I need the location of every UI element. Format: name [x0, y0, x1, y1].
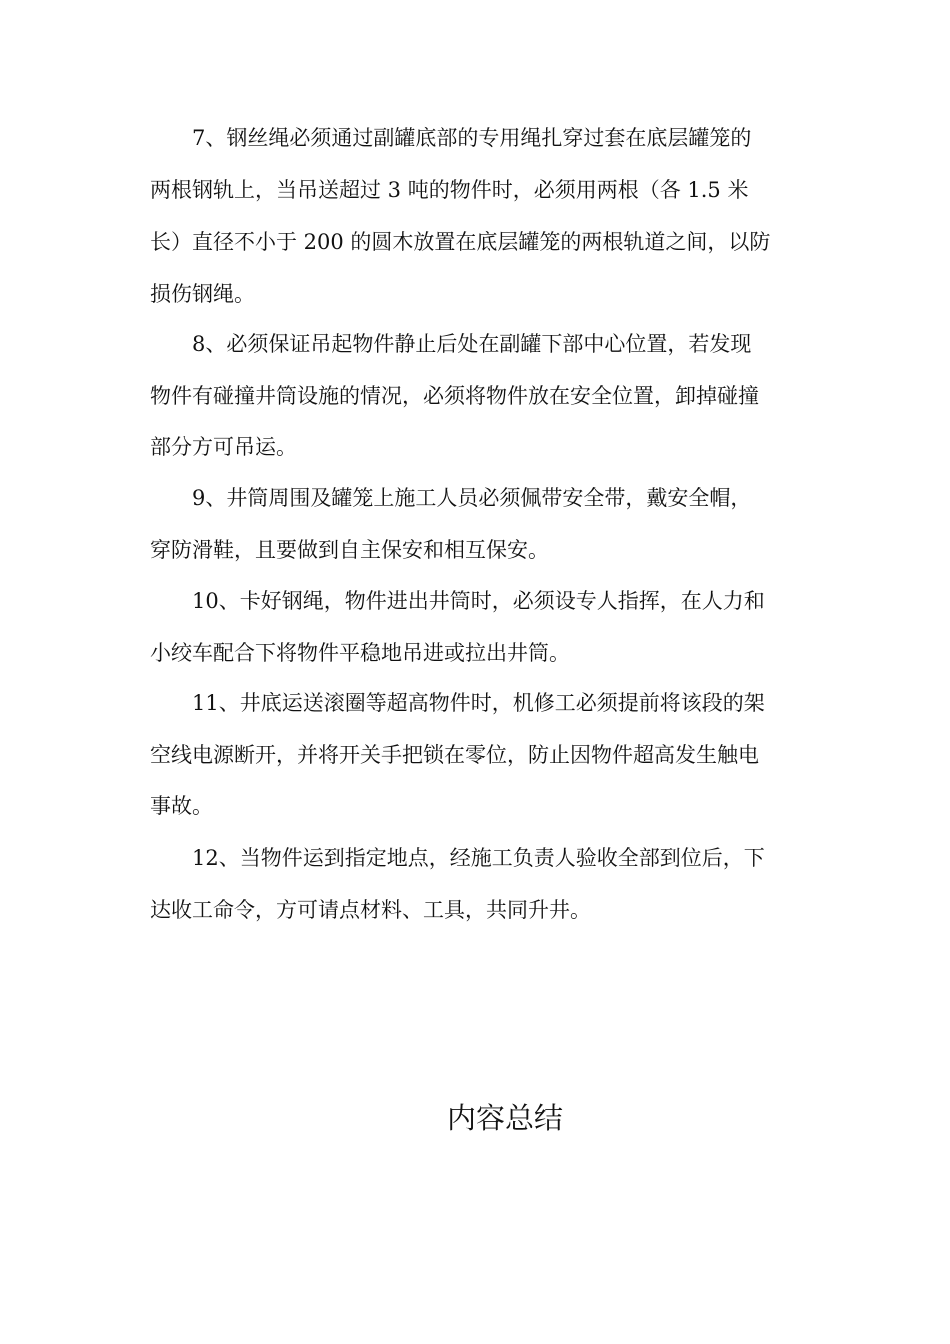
- paragraph-line: 10、卡好钢绳，物件进出井筒时，必须设专人指挥，在人力和: [192, 589, 765, 613]
- paragraph-line: 长）直径不小于 200 的圆木放置在底层罐笼的两根轨道之间，以防: [150, 230, 771, 254]
- paragraph-line: 7、钢丝绳必须通过副罐底部的专用绳扎穿过套在底层罐笼的: [192, 126, 752, 150]
- summary-heading: 内容总结: [446, 1101, 563, 1135]
- paragraph-line: 损伤钢绳。: [150, 282, 255, 306]
- paragraph-line: 两根钢轨上，当吊送超过 3 吨的物件时，必须用两根（各 1.5 米: [150, 178, 749, 202]
- paragraph-line: 12、当物件运到指定地点，经施工负责人验收全部到位后，下: [192, 846, 765, 870]
- paragraph-line: 穿防滑鞋，且要做到自主保安和相互保安。: [150, 538, 549, 562]
- paragraph-line: 8、必须保证吊起物件静止后处在副罐下部中心位置，若发现: [192, 332, 752, 356]
- paragraph-line: 事故。: [150, 794, 213, 818]
- paragraph-line: 小绞车配合下将物件平稳地吊进或拉出井筒。: [150, 641, 570, 665]
- summary-heading-container: [0, 1100, 950, 1136]
- paragraph-line: 部分方可吊运。: [150, 435, 297, 459]
- paragraph-line: 9、井筒周围及罐笼上施工人员必须佩带安全带，戴安全帽，: [192, 486, 752, 510]
- paragraph-line: 11、井底运送滚圈等超高物件时，机修工必须提前将该段的架: [192, 691, 765, 715]
- paragraph-line: 物件有碰撞井筒设施的情况，必须将物件放在安全位置，卸掉碰撞: [150, 384, 759, 408]
- paragraph-line: 空线电源断开，并将开关手把锁在零位，防止因物件超高发生触电: [150, 743, 759, 767]
- paragraph-line: 达收工命令，方可请点材料、工具，共同升井。: [150, 898, 591, 922]
